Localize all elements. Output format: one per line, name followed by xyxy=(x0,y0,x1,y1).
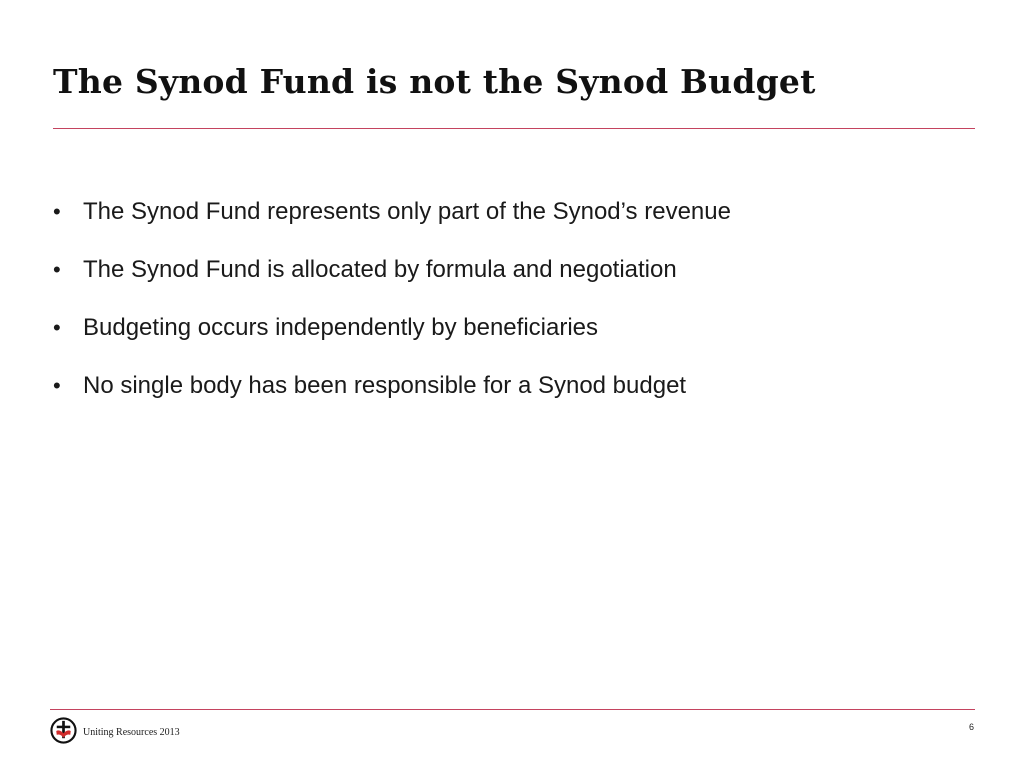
bullet-item xyxy=(53,251,731,309)
bullet-item xyxy=(53,367,731,425)
bullet-marker: • xyxy=(53,315,61,340)
title-divider xyxy=(53,128,975,129)
bullet-marker: • xyxy=(53,373,61,398)
footer-text: Uniting Resources 2013 xyxy=(83,727,180,738)
bullet-text: The Synod Fund represents only part of the Synod’s revenue xyxy=(83,198,731,225)
bullet-marker: • xyxy=(53,199,61,224)
bullet-item xyxy=(53,309,731,367)
bullet-text: Budgeting occurs independently by beneficiaries xyxy=(83,314,599,341)
bullet-item xyxy=(53,193,731,251)
bullet-marker: • xyxy=(53,257,61,282)
bullet-text: The Synod Fund is allocated by formula and negotiation xyxy=(83,256,677,283)
bullet-text: No single body has been responsible for a Synod budget xyxy=(83,372,687,399)
page-number: 6 xyxy=(968,722,974,732)
uniting-church-logo-icon xyxy=(50,717,77,744)
footer-divider xyxy=(50,709,975,710)
slide-title: The Synod Fund is not the Synod Budget xyxy=(53,62,816,101)
bullet-list xyxy=(53,193,731,425)
